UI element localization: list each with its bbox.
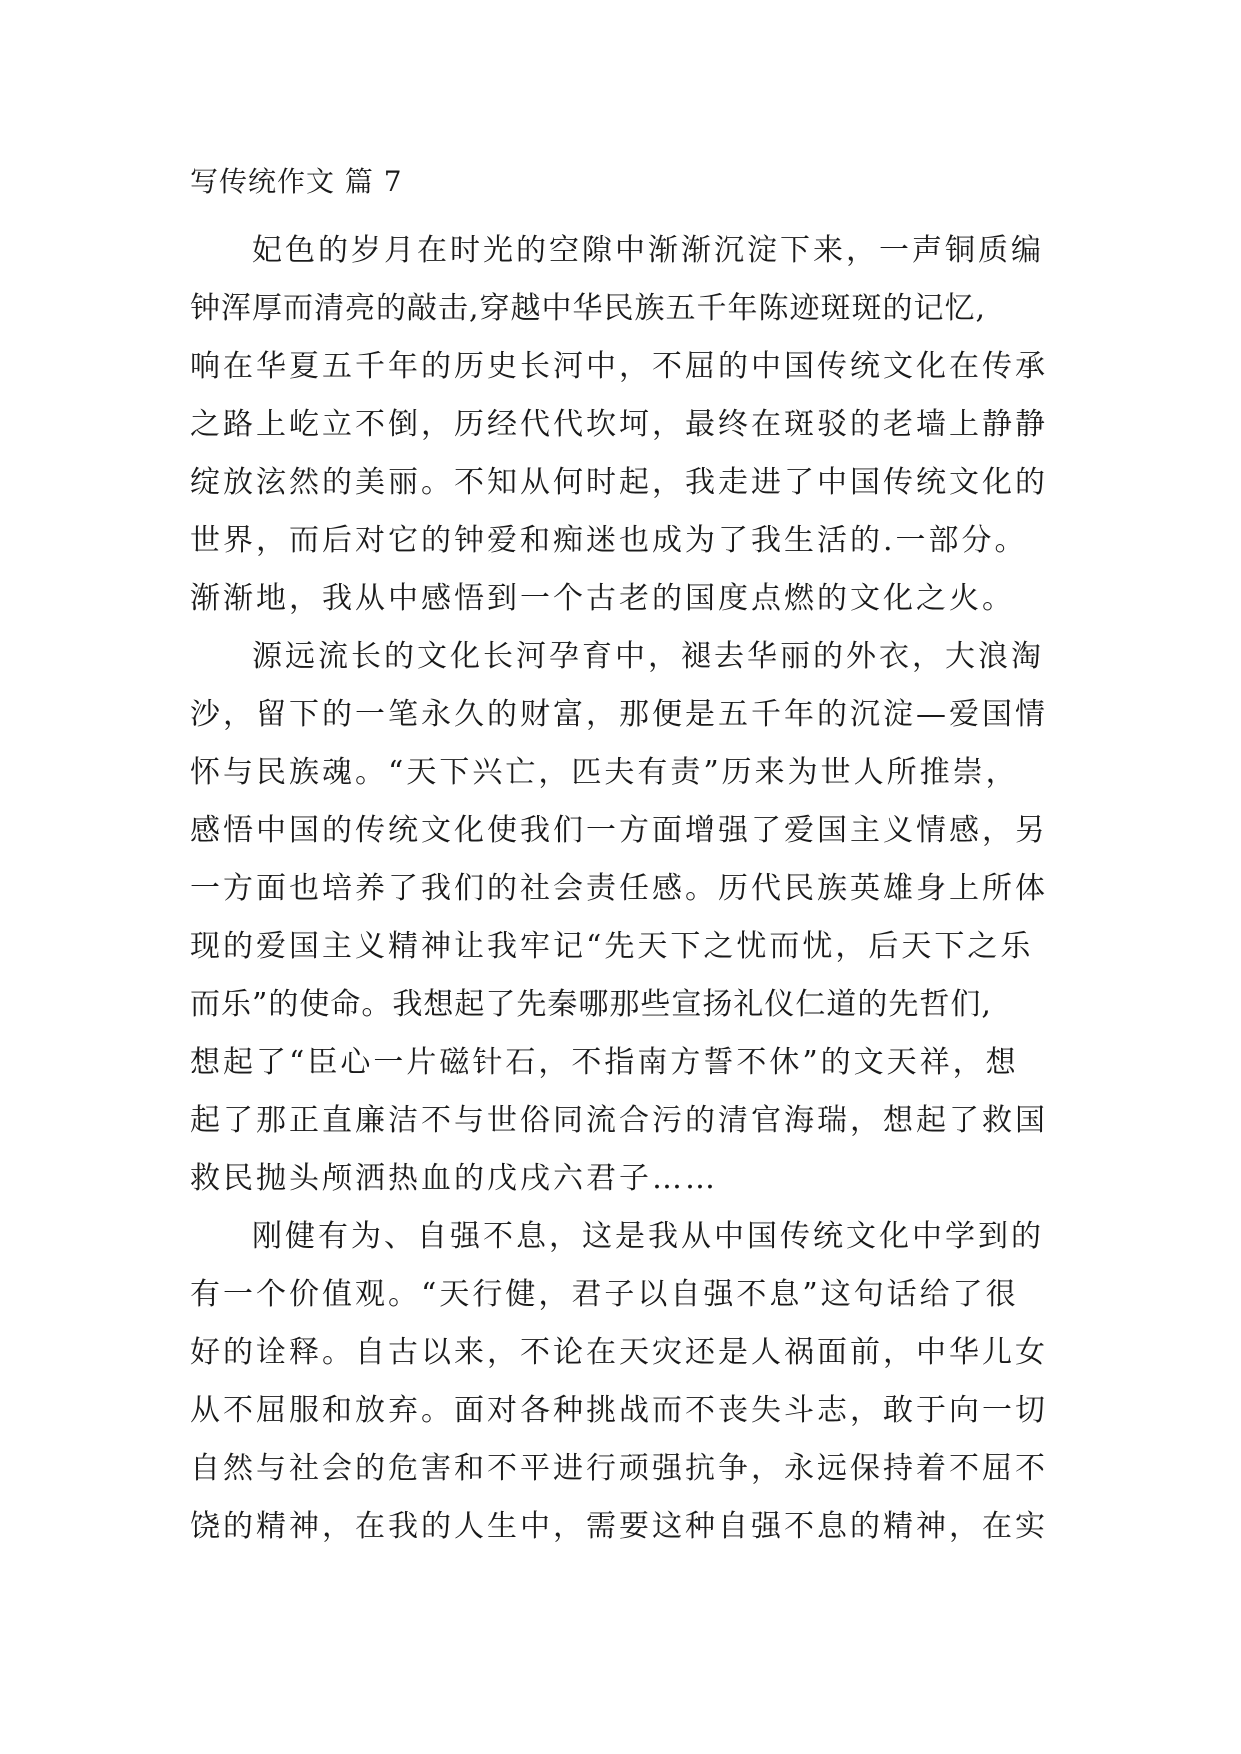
paragraph-3-line-6: 饶的精神，在我的人生中，需要这种自强不息的精神，在实 bbox=[190, 1509, 1048, 1544]
paragraph-2-line-2: 沙，留下的一笔永久的财富，那便是五千年的沉淀—爱国情 bbox=[190, 697, 1048, 732]
paragraph-1-line-7: 渐渐地，我从中感悟到一个古老的国度点燃的文化之火。 bbox=[190, 581, 1015, 616]
paragraph-2-line-5: 一方面也培养了我们的社会责任感。历代民族英雄身上所体 bbox=[190, 871, 1048, 906]
paragraph-3-line-5: 自然与社会的危害和不平进行顽强抗争，永远保持着不屈不 bbox=[190, 1451, 1048, 1486]
paragraph-2-line-3: 怀与民族魂。“天下兴亡，匹夫有责”历来为世人所推崇， bbox=[190, 755, 1019, 790]
paragraph-1-line-6: 世界，而后对它的钟爱和痴迷也成为了我生活的.一部分。 bbox=[190, 523, 1028, 558]
paragraph-1-line-1: 妃色的岁月在时光的空隙中渐渐沉淀下来，一声铜质编 bbox=[252, 233, 1044, 268]
paragraph-2-line-10: 救民抛头颅洒热血的戊戌六君子…… bbox=[190, 1161, 718, 1196]
paragraph-2-line-6: 现的爱国主义精神让我牢记“先天下之忧而忧，后天下之乐 bbox=[190, 929, 1034, 964]
paragraph-2-line-4: 感悟中国的传统文化使我们一方面增强了爱国主义情感，另 bbox=[190, 813, 1048, 848]
paragraph-1-line-5: 绽放泫然的美丽。不知从何时起，我走进了中国传统文化的 bbox=[190, 465, 1048, 500]
paragraph-1-line-4: 之路上屹立不倒，历经代代坎坷，最终在斑驳的老墙上静静 bbox=[190, 407, 1048, 442]
paragraph-2-line-1: 源远流长的文化长河孕育中，褪去华丽的外衣，大浪淘 bbox=[252, 639, 1044, 674]
paragraph-2-line-7: 而乐”的使命。我想起了先秦哪那些宣扬礼仪仁道的先哲们, bbox=[190, 987, 992, 1022]
paragraph-3-line-2: 有一个价值观。“天行健，君子以自强不息”这句话给了很 bbox=[190, 1277, 1019, 1312]
paragraph-2-line-8: 想起了“臣心一片磁针石，不指南方誓不休”的文天祥，想 bbox=[190, 1045, 1019, 1080]
paragraph-3-line-1: 刚健有为、自强不息，这是我从中国传统文化中学到的 bbox=[252, 1219, 1044, 1254]
paragraph-3-line-4: 从不屈服和放弃。面对各种挑战而不丧失斗志，敢于向一切 bbox=[190, 1393, 1048, 1428]
paragraph-1-line-3: 响在华夏五千年的历史长河中，不屈的中国传统文化在传承 bbox=[190, 349, 1048, 384]
paragraph-1-line-2: 钟浑厚而清亮的敲击,穿越中华民族五千年陈迹斑斑的记忆, bbox=[190, 291, 987, 326]
document-title: 写传统作文 篇 7 bbox=[190, 165, 403, 198]
paragraph-2-line-9: 起了那正直廉洁不与世俗同流合污的清官海瑞，想起了救国 bbox=[190, 1103, 1048, 1138]
paragraph-3-line-3: 好的诠释。自古以来，不论在天灾还是人祸面前，中华儿女 bbox=[190, 1335, 1048, 1370]
document-body bbox=[190, 222, 1050, 1556]
